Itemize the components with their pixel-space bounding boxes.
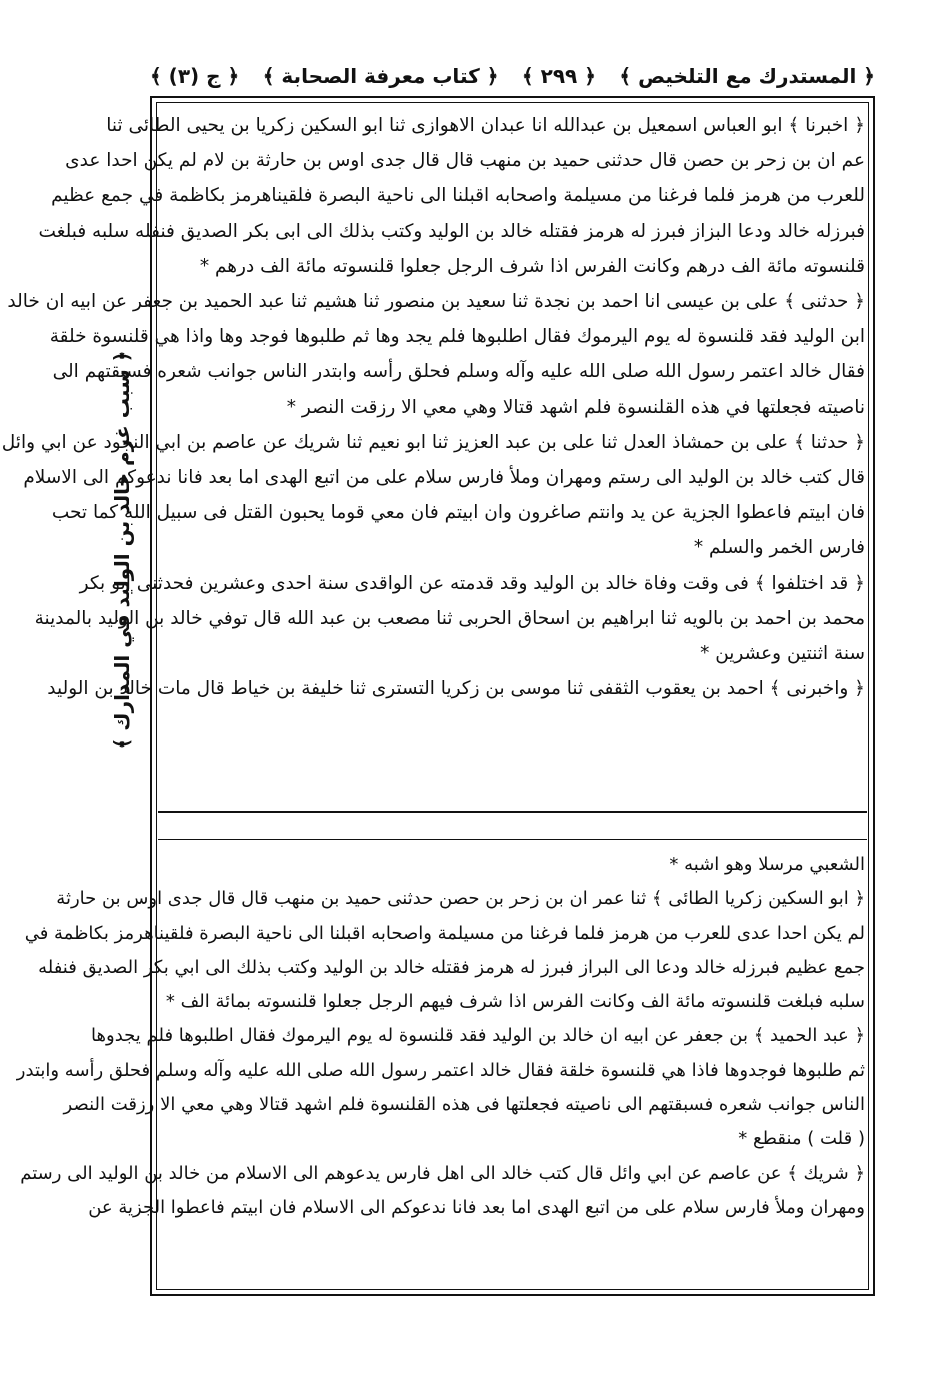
main-text-line: ﴿ واخبرنى ﴾ احمد بن يعقوب الثقفى ثنا موسى بن زكريا التسترى ثنا خليفة بن خياط قال مات خالد بن الوليد <box>47 678 865 700</box>
footnote-line: ﴿ ابو السكين زكريا الطائى ﴾ ثنا عمر ان بن زحر بن حصن حدثنى حميد بن منهب قال قال جدى اوس بن حارثة <box>56 888 865 910</box>
main-text-line: فقال خالد اعتمر رسول الله صلى الله عليه وآله وسلم فحلق رأسه وابتدر الناس جوانب شعره فسبقتهم الى <box>52 361 865 383</box>
main-text-line: فبرزله خالد ودعا البزاز فبرز له هرمز فقتله خالد بن الوليد وكتب بذلك الى ابى بكر الصديق فنفله سلبه فبلغت <box>38 220 865 242</box>
main-text-line: ﴿ قد اختلفوا ﴾ فى وقت وفاة خالد بن الوليد وقد قدمته عن الواقدى سنة احدى وعشرين فحدثنى ابو بكر <box>79 572 865 594</box>
main-text-line: عم ان بن زحر بن حصن قال حدثنى حميد بن منهب قال قال جدى اوس بن حارثة بن لام لم يكن احدا عدى <box>65 150 865 172</box>
main-text-line: قال كتب خالد بن الوليد الى رستم ومهران وملأ فارس سلام على من اتبع الهدى اما بعد فانا ندعوكم الى الاسلام <box>23 467 865 489</box>
footnote-line: الشعبي مرسلا وهو اشبه * <box>669 854 865 875</box>
footnote-line: جمع عظيم فبرزله خالد ودعا الى البراز فبرز له هرمز فقتله خالد بن الوليد وكتب بذلك الى ابي بكر الصديق فنفله <box>38 956 865 978</box>
section-title: ﴿ كتاب معرفة الصحابة ﴾ <box>262 64 499 88</box>
footnote-text-body <box>16 848 865 1288</box>
footnote-line: الناس جوانب شعره فسبقتهم الى ناصيته فجعلتها فى هذه القلنسوة فلم اشهد قتالا وهي معي الا رزقت النصر <box>63 1094 865 1116</box>
footnote-divider <box>158 839 867 840</box>
footnote-line: ﴿ عبد الحميد ﴾ بن جعفر عن ابيه ان خالد بن الوليد فقد قلنسوة له يوم اليرموك فقال اطلبوها فلم يجدوها <box>91 1025 865 1047</box>
footnote-line: ومهران وملأ فارس سلام على من اتبع الهدى اما بعد فانا ندعوكم الى الاسلام فان ابيتم فاعطوا الجزية عن <box>88 1196 865 1218</box>
main-text-line: سنة اثنتين وعشرين * <box>700 643 865 665</box>
main-text-line: ابن الوليد فقد قلنسوة له يوم اليرموك فقال اطلبوها فلم يجد وها ثم طلبوها فوجد وها واذا هي قلنسوة خلقة <box>49 326 865 348</box>
footnote-line: سلبه فبلغت قلنسوته مائة الف وكانت الفرس اذا شرف فيهم الرجل جعلوا قلنسوته بمائة الف * <box>165 991 865 1013</box>
main-text-line: ﴿ حدثنا ﴾ على بن حمشاذ العدل ثنا على بن عبد العزيز ثنا ابو نعيم ثنا شريك عن عاصم بن ابي النجود عن ابي وائل <box>1 431 865 453</box>
main-text-line: ناصيته فجعلتها في هذه القلنسوة فلم اشهد قتالا وهي معي الا رزقت النصر * <box>286 396 865 418</box>
main-text-line: ﴿ حدثنى ﴾ على بن عيسى انا احمد بن نجدة ثنا سعيد بن منصور ثنا هشيم ثنا عبد الحميد بن جعفر عن ابيه ان خالد <box>7 291 865 313</box>
footnote-line: ثم طلبوها فوجدوها فاذا هي قلنسوة خلقة فقال خالد اعتمر رسول الله صلى الله عليه وآله وسلم فحلق رأسه وابتدر <box>16 1059 865 1081</box>
footnote-line: ( قلت ) منقطع * <box>738 1128 865 1150</box>
running-header <box>150 58 875 94</box>
book-title: ﴿ المستدرك مع التلخيص ﴾ <box>619 64 875 88</box>
main-text-line: فارس الخمر والسلم * <box>693 537 865 559</box>
main-text-line: فان ابيتم فاعطوا الجزية عن يد وانتم صاغرون وان ابيتم فان معي قوما يحبون القتل فى سبيل الله كما تحب <box>51 502 865 524</box>
main-text-line: محمد بن احمد بن بالويه ثنا ابراهيم بن اسحاق الحربى ثنا مصعب بن عبد الله قال توفي خالد بن الوليد بالمدينة <box>34 607 865 629</box>
margin-note-text: ﴿ سبب غرم خالد بن الوليد في المدارك ﴾ <box>110 350 134 750</box>
main-text-line: قلنسوته مائة الف درهم وكانت الفرس اذا شرف الرجل جعلوا قلنسوته مائة الف درهم * <box>199 255 865 277</box>
main-text-line: للعرب من هرمز فلما فرغنا من مسيلمة واصحابه اقبلنا الى ناحية البصرة فلقيناهرمز بكاظمة في جمع عظيم <box>51 185 865 207</box>
footnote-line: لم يكن احدا عدى للعرب من هرمز فلما فرغنا من مسيلمة واصحابه اقبلنا الى ناحية البصرة فلقيناهرمز بكاظمة في <box>24 922 865 944</box>
main-text-line: ﴿ اخبرنا ﴾ ابو العباس اسمعيل بن عبدالله انا عبدان الاهوازى ثنا ابو السكين زكريا بن يحيى الطائى ثنا <box>106 115 865 136</box>
page-number: ﴿ ٢٩٩ ﴾ <box>521 64 596 88</box>
section-divider <box>158 811 867 813</box>
volume-label: ﴿ ج (٣) ﴾ <box>150 64 240 88</box>
footnote-line: ﴿ شريك ﴾ عن عاصم عن ابي وائل قال كتب خالد الى اهل فارس يدعوهم الى الاسلام من خالد بن الوليد الى رستم <box>20 1162 865 1184</box>
